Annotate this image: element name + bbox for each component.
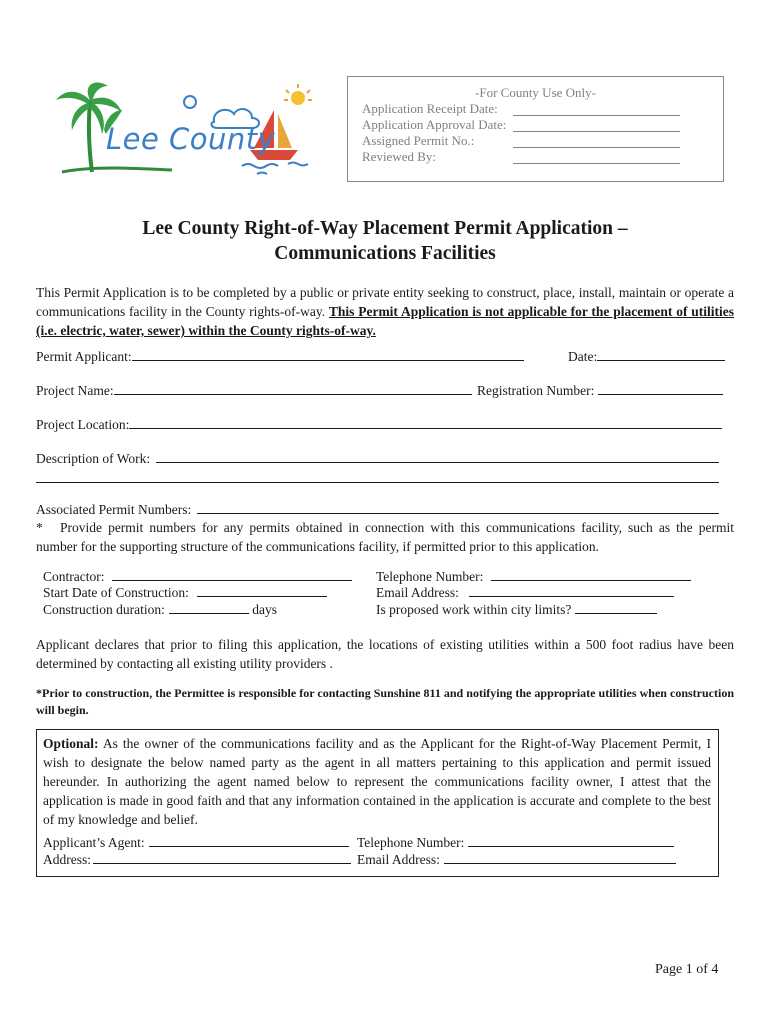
optional-agent-box [36, 729, 719, 877]
intro-paragraph [36, 283, 734, 340]
project-location-label: Project Location: [36, 417, 130, 432]
agent-address-label: Address: [43, 852, 91, 867]
contractor-label: Contractor: [43, 569, 105, 584]
reviewed-by-line[interactable] [513, 163, 680, 164]
start-date-row [43, 585, 327, 601]
optional-text: As the owner of the communications facility and as the Applicant for the Right-of-Way Placement Permit, I wish to designate the below named party as the agent in all matters pertaining to this application and permit issued hereunder. In authorizing the agent named below to represent the communications facility owner, I attest that the application is made in good faith and that any information contained in the application is accurate and complete to the best of my knowledge and belief. [43, 736, 711, 827]
page-title [0, 216, 770, 266]
associated-permits-row [36, 502, 719, 518]
page-number: Page 1 of 4 [655, 962, 719, 977]
telephone-row [376, 569, 691, 585]
agent-email-field[interactable] [444, 863, 676, 864]
project-name-label: Project Name: [36, 383, 114, 398]
associated-note-text: Provide permit numbers for any permits obtained in connection with this communications facility, such as the permit number for the supporting structure of the communications facility, if permitted prior to this application. [36, 520, 734, 554]
reviewed-by-label: Reviewed By: [362, 149, 437, 164]
permit-applicant-field[interactable] [132, 360, 524, 361]
city-limits-field[interactable] [575, 613, 657, 614]
project-location-row [36, 417, 722, 433]
permit-applicant-row [36, 349, 524, 365]
email-row [376, 585, 674, 601]
agent-email-label: Email Address: [357, 852, 440, 867]
associated-note [36, 518, 734, 556]
agent-telephone-field[interactable] [468, 846, 674, 847]
email-label: Email Address: [376, 585, 459, 600]
receipt-date-label: Application Receipt Date: [362, 101, 498, 116]
registration-number-label: Registration Number: [477, 383, 595, 398]
optional-label: Optional: [43, 736, 99, 751]
agent-field[interactable] [149, 846, 349, 847]
date-label: Date: [568, 349, 598, 364]
contractor-field[interactable] [112, 580, 352, 581]
permit-no-line[interactable] [513, 147, 680, 148]
start-date-label: Start Date of Construction: [43, 585, 189, 600]
days-label: days [252, 602, 277, 617]
duration-label: Construction duration: [43, 602, 165, 617]
telephone-field[interactable] [491, 580, 691, 581]
email-field[interactable] [469, 596, 674, 597]
description-row [36, 451, 719, 467]
intro-notice: This Permit Application is not applicable for the placement of utilities (i.e. electric, water, sewer) within the County rights-of-way. [36, 304, 734, 338]
approval-date-line[interactable] [513, 131, 680, 132]
associated-permits-field[interactable] [197, 513, 719, 514]
project-name-row [36, 383, 472, 399]
duration-row [43, 602, 277, 618]
agent-address-row [43, 852, 351, 868]
permit-no-label: Assigned Permit No.: [362, 133, 475, 148]
intro-text: This Permit Application is to be completed by a public or private entity seeking to construct, place, install, maintain or operate a communications facility in the County rights-of-way. [36, 285, 734, 319]
registration-row [477, 383, 723, 399]
approval-date-label: Application Approval Date: [362, 117, 507, 132]
agent-telephone-row [357, 835, 674, 851]
description-field-line-2[interactable] [36, 482, 719, 483]
project-name-field[interactable] [114, 394, 472, 395]
date-row [568, 349, 725, 365]
receipt-date-line[interactable] [513, 115, 680, 116]
associated-permits-label: Associated Permit Numbers: [36, 502, 192, 517]
telephone-label: Telephone Number: [376, 569, 484, 584]
agent-telephone-label: Telephone Number: [357, 835, 465, 850]
permit-applicant-label: Permit Applicant: [36, 349, 132, 364]
declaration-paragraph: Applicant declares that prior to filing this application, the locations of existing utilities within a 500 foot radius have been determined by contacting all existing utility providers . [36, 637, 734, 671]
logo-text: Lee County [106, 122, 276, 156]
lee-county-logo [52, 80, 322, 185]
agent-row [43, 835, 349, 851]
duration-field[interactable] [169, 613, 249, 614]
county-use-header: -For County Use Only- [475, 85, 596, 100]
prior-notice: *Prior to construction, the Permittee is responsible for contacting Sunshine 811 and notifying the appropriate utilities when construction will begin. [36, 686, 734, 717]
county-use-only-box [347, 76, 724, 182]
title-line-1: Lee County Right-of-Way Placement Permit Application – [142, 218, 628, 239]
optional-paragraph [43, 734, 711, 829]
contractor-row [43, 569, 352, 585]
associated-note-marker: * [36, 520, 43, 535]
agent-email-row [357, 852, 676, 868]
agent-address-field[interactable] [93, 863, 351, 864]
registration-number-field[interactable] [598, 394, 723, 395]
title-line-2: Communications Facilities [274, 243, 496, 264]
project-location-field[interactable] [129, 428, 722, 429]
agent-label: Applicant’s Agent: [43, 835, 145, 850]
date-field[interactable] [597, 360, 725, 361]
description-label: Description of Work: [36, 451, 151, 466]
description-field[interactable] [156, 462, 719, 463]
start-date-field[interactable] [197, 596, 327, 597]
city-limits-label: Is proposed work within city limits? [376, 602, 572, 617]
city-limits-row [376, 602, 657, 618]
